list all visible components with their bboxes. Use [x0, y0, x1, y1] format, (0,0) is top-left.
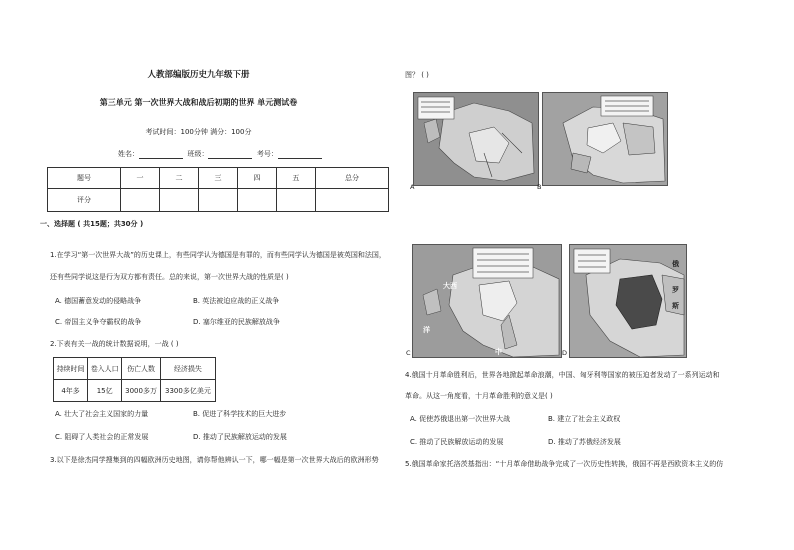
score-cell[interactable] [199, 189, 238, 212]
map-a-image[interactable] [413, 92, 539, 186]
q1-option-b[interactable]: B. 英法被迫应战的正义战争 [193, 297, 280, 305]
q2-option-b[interactable]: B. 促进了科学技术的巨大进步 [193, 410, 287, 418]
q5-stem-line1: 5.俄国革命家托洛茨基指出：“十月革命借助战争完成了一次历史性转换，俄国不再是西欧资本主义的仿 [405, 460, 724, 468]
score-cell[interactable] [276, 189, 315, 212]
score-header: 四 [237, 168, 276, 189]
class-label: 班级： [187, 150, 209, 158]
q1-stem-line2: 还有些同学说这是行为双方都有责任。总的来说，第一次世界大战的性质是( ) [50, 273, 289, 281]
score-cell[interactable] [160, 189, 199, 212]
map-c-label: C [406, 349, 411, 357]
q4-stem-line1: 4.俄国十月革命胜利后，世界各地掀起革命浪潮，中国、匈牙利等国家的被压迫者发动了一系列运动和 [405, 371, 720, 379]
map-b-image[interactable] [542, 92, 668, 186]
q2-table-header: 伤亡人数 [122, 358, 161, 380]
q2-table-header: 持续时间 [54, 358, 88, 380]
map-c-text-ocean: 洋 [423, 326, 430, 334]
q2-table-cell: 15亿 [88, 380, 122, 402]
map-d-label: D [562, 349, 568, 357]
q2-table-cell: 3300多亿美元 [160, 380, 215, 402]
q2-table-header: 卷入人口 [88, 358, 122, 380]
exam-info: 考试时间：100分钟 满分：100分 [145, 128, 252, 136]
q3-stem-line1: 3.以下是徐杰同学搜集到的四幅欧洲历史地图，请你帮他辨认一下，哪一幅是第一次世界大战后的欧洲形势 [50, 456, 379, 464]
q2-option-a[interactable]: A. 壮大了社会主义国家的力量 [55, 410, 149, 418]
class-field[interactable] [208, 150, 252, 159]
q4-option-b[interactable]: B. 建立了社会主义政权 [548, 415, 621, 423]
map-c-text-atlantic: 大西 [443, 282, 457, 290]
q2-stem: 2.下表有关一战的统计数据说明，一战 ( ) [50, 340, 179, 348]
q1-stem-line1: 1.在学习“第一次世界大战”的历史课上，有些同学认为德国是有罪的，而有些同学认为德国是被英国和法国， [50, 251, 386, 259]
map-c-image[interactable] [412, 244, 562, 358]
score-cell[interactable] [237, 189, 276, 212]
q2-table-header: 经济损失 [160, 358, 215, 380]
id-label: 考号： [256, 150, 278, 158]
map-a-label: A [410, 183, 415, 191]
q2-table-cell: 4年多 [54, 380, 88, 402]
document-title: 人教部编版历史九年级下册 [147, 70, 250, 80]
score-header: 总分 [315, 168, 388, 189]
q2-option-d[interactable]: D. 推动了民族解放运动的发展 [193, 433, 287, 441]
q3-stem-line2: 图？ ( ) [405, 71, 429, 79]
q1-option-c[interactable]: C. 帝国主义争夺霸权的战争 [55, 318, 142, 326]
score-header: 二 [160, 168, 199, 189]
map-d-image[interactable] [569, 244, 687, 358]
map-c-text-middle: 中 [495, 348, 502, 356]
name-field[interactable] [139, 150, 183, 159]
section-heading: 一、选择题 ( 共15题；共30分 ) [40, 220, 144, 228]
q2-data-table [53, 357, 216, 402]
q4-option-d[interactable]: D. 推动了苏俄经济发展 [548, 438, 621, 446]
q4-stem-line2: 革命。从这一角度看，十月革命胜利的意义是( ) [405, 392, 553, 400]
student-info-line [118, 149, 322, 159]
map-d-text-3: 斯 [672, 302, 679, 310]
name-label: 姓名： [118, 150, 139, 158]
score-cell[interactable] [121, 189, 160, 212]
q1-option-d[interactable]: D. 塞尔维亚的民族解放战争 [193, 318, 280, 326]
map-b-label: B [537, 183, 542, 191]
score-row-label: 评分 [48, 189, 121, 212]
score-header: 一 [121, 168, 160, 189]
score-header: 三 [199, 168, 238, 189]
map-d-text-2: 罗 [672, 286, 679, 294]
map-c-drawing [413, 245, 561, 357]
q4-option-c[interactable]: C. 推动了民族解放运动的发展 [410, 438, 504, 446]
score-header: 题号 [48, 168, 121, 189]
q2-option-c[interactable]: C. 阻碍了人类社会的正常发展 [55, 433, 149, 441]
map-d-text-1: 俄 [672, 260, 679, 268]
map-a-drawing [414, 93, 538, 185]
q1-option-a[interactable]: A. 德国蓄意发动的侵略战争 [55, 297, 142, 305]
q4-option-a[interactable]: A. 促使苏俄退出第一次世界大战 [410, 415, 511, 423]
map-b-drawing [543, 93, 667, 185]
score-table [47, 167, 389, 212]
score-cell[interactable] [315, 189, 388, 212]
q2-table-cell: 3000多万 [122, 380, 161, 402]
id-field[interactable] [278, 150, 322, 159]
score-header: 五 [276, 168, 315, 189]
document-subtitle: 第三单元 第一次世界大战和战后初期的世界 单元测试卷 [99, 98, 298, 107]
map-d-drawing [570, 245, 686, 357]
